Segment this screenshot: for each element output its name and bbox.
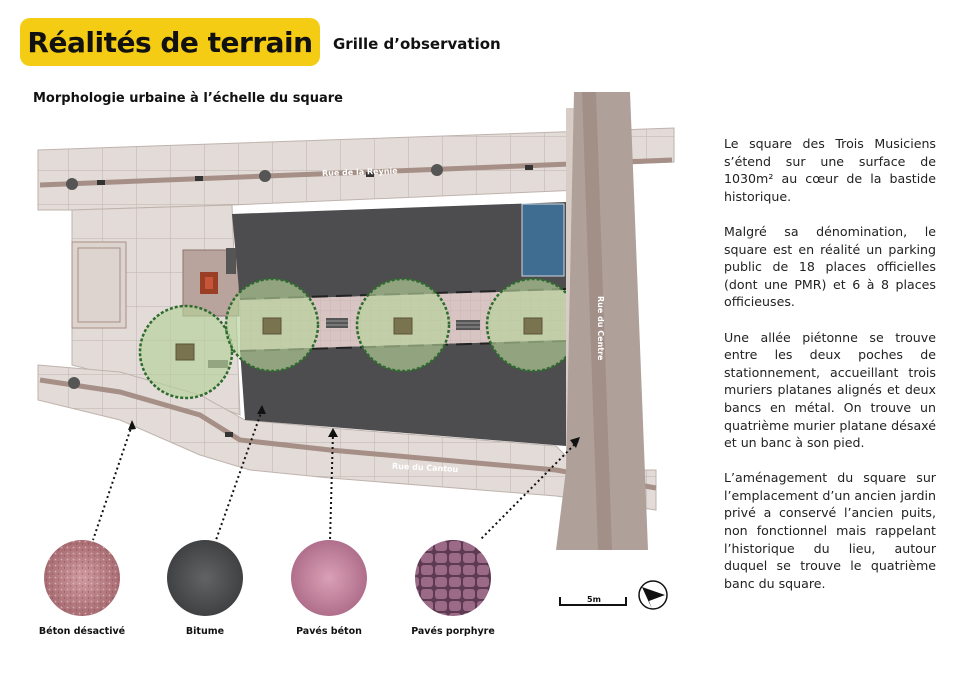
bollard-icon	[66, 178, 78, 190]
tree-icon	[226, 279, 318, 371]
material-label-beton-desactive: Béton désactivé	[38, 626, 126, 637]
material-swatch-paves-beton	[291, 540, 367, 616]
page-subtitle: Grille d’observation	[333, 35, 501, 53]
bench-icon	[456, 320, 480, 330]
tree-icon	[140, 306, 232, 398]
material-label-paves-porphyre: Pavés porphyre	[411, 626, 495, 637]
page-title: Réalités de terrain	[27, 25, 313, 59]
description-paragraph: Une allée piétonne se trouve entre les deux poches de stationnement, accueillant trois muriers platanes alignés et deux bancs en métal. On trouve un quatrième murier platane désaxé et un banc à son pied.	[724, 329, 936, 451]
street-label-cantou: Rue du Cantou	[391, 461, 459, 474]
description-paragraph: Le square des Trois Musiciens s’étend sur une surface de 1030m² au cœur de la bastide historique.	[724, 136, 936, 204]
bollard-icon	[259, 170, 271, 182]
tree-icon	[357, 279, 449, 371]
description-paragraph: Malgré sa dénomination, le square est en réalité un parking public de 18 places officielles (dont une PMR) et 6 à 8 places officieuses.	[724, 223, 936, 310]
bench-icon	[326, 318, 348, 328]
bollard-icon	[431, 164, 443, 176]
street-label-reynie: Rue de la Reynie	[321, 166, 398, 178]
material-swatch-paves-porphyre	[415, 540, 491, 616]
material-label-paves-beton: Pavés béton	[296, 626, 362, 637]
description-paragraph: L’aménagement du square sur l’emplacement d’un ancien jardin privé a conservé l’ancien puits, non fonctionnel mais rappelant l’historique du lieu, autour duquel se trouve le quatrième banc du square.	[724, 470, 936, 591]
description-text	[724, 135, 936, 610]
bollard-icon	[68, 377, 80, 389]
section-title: Morphologie urbaine à l’échelle du square	[33, 91, 343, 106]
material-swatch-beton-desactive	[44, 540, 120, 616]
bench-icon	[226, 248, 236, 274]
material-swatch-bitume	[167, 540, 243, 616]
north-arrow-icon	[639, 581, 667, 609]
scale-label: 5m	[587, 595, 601, 604]
pmr-parking-space	[522, 204, 564, 276]
material-label-bitume: Bitume	[185, 626, 225, 637]
street-label-centre: Rue du Centre	[596, 296, 605, 361]
tree-icon	[487, 279, 579, 371]
